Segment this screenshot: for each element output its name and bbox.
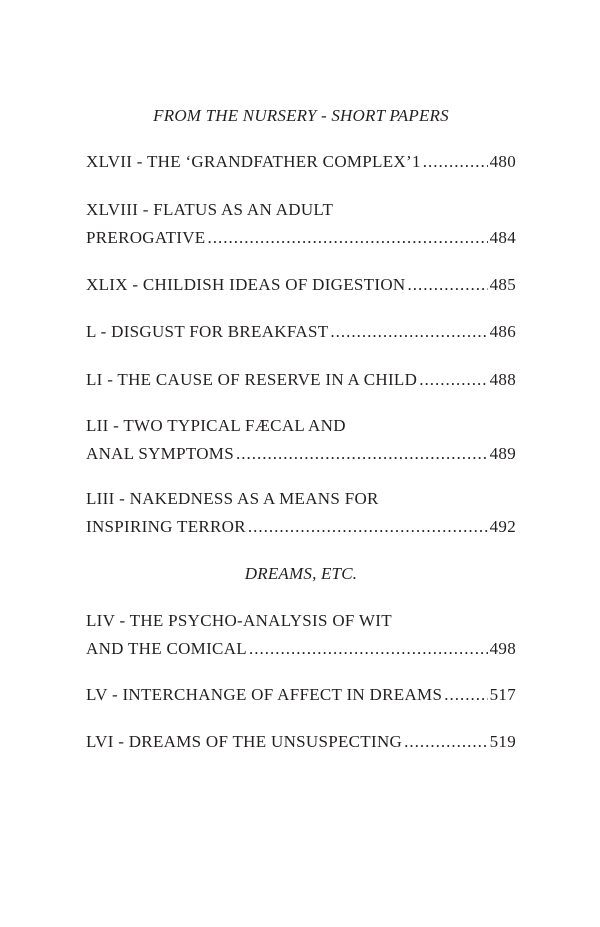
entry-title: LII - TWO TYPICAL FÆCAL AND	[86, 416, 346, 435]
page-number: 486	[489, 322, 516, 341]
section-heading-dreams: DREAMS, ETC.	[244, 564, 358, 583]
leader-dots	[444, 681, 487, 709]
entry-title: L - DISGUST FOR BREAKFAST	[86, 322, 329, 341]
toc-entry-liii	[86, 485, 516, 541]
toc-line	[86, 318, 516, 346]
leader-dots	[404, 728, 487, 756]
leader-dots	[407, 271, 487, 299]
entry-title: LV - INTERCHANGE OF AFFECT IN DREAMS	[86, 685, 443, 704]
leader-dots	[249, 635, 488, 663]
entry-title: XLIX - CHILDISH IDEAS OF DIGESTION	[86, 275, 406, 294]
toc-line	[86, 681, 516, 709]
page-number: 489	[489, 444, 516, 463]
page-number: 484	[489, 228, 516, 247]
toc-line	[86, 728, 516, 756]
toc-line	[86, 224, 516, 252]
entry-title-cont: PREROGATIVE	[86, 228, 206, 247]
leader-dots	[248, 513, 488, 541]
toc-line	[86, 148, 516, 176]
toc-entry-lv	[86, 681, 516, 709]
toc-line	[86, 366, 516, 394]
toc-entry-xlvii	[86, 148, 516, 176]
page-number: 488	[489, 370, 516, 389]
toc-line	[86, 440, 516, 468]
toc-line	[86, 196, 516, 224]
entry-title: XLVIII - FLATUS AS AN ADULT	[86, 200, 334, 219]
toc-line	[86, 412, 516, 440]
toc-line	[86, 485, 516, 513]
entry-title: LI - THE CAUSE OF RESERVE IN A CHILD	[86, 370, 418, 389]
page-number: 485	[489, 275, 516, 294]
entry-title-cont: INSPIRING TERROR	[86, 517, 246, 536]
entry-title: LIV - THE PSYCHO-ANALYSIS OF WIT	[86, 611, 392, 630]
toc-line	[86, 607, 516, 635]
leader-dots	[423, 148, 488, 176]
page-number: 480	[489, 152, 516, 171]
toc-entry-l	[86, 318, 516, 346]
toc-line	[86, 513, 516, 541]
leader-dots	[330, 318, 487, 346]
toc-entry-li	[86, 366, 516, 394]
toc-line	[86, 635, 516, 663]
leader-dots	[419, 366, 487, 394]
toc-entry-xlix	[86, 271, 516, 299]
toc-entry-lii	[86, 412, 516, 468]
page-number: 517	[489, 685, 516, 704]
leader-dots	[236, 440, 488, 468]
table-of-contents	[86, 0, 516, 927]
page-number: 519	[489, 732, 516, 751]
entry-title-cont: ANAL SYMPTOMS	[86, 444, 234, 463]
toc-line	[86, 271, 516, 299]
entry-title: LIII - NAKEDNESS AS A MEANS FOR	[86, 489, 379, 508]
toc-entry-liv	[86, 607, 516, 663]
entry-title: LVI - DREAMS OF THE UNSUSPECTING	[86, 732, 403, 751]
entry-title: XLVII - THE ‘GRANDFATHER COMPLEX’1	[86, 152, 421, 171]
entry-title-cont: AND THE COMICAL	[86, 639, 247, 658]
leader-dots	[207, 224, 487, 252]
page-number: 498	[489, 639, 516, 658]
toc-entry-lvi	[86, 728, 516, 756]
toc-entry-xlviii	[86, 196, 516, 252]
section-heading-nursery: FROM THE NURSERY - SHORT PAPERS	[153, 106, 449, 125]
page-number: 492	[489, 517, 516, 536]
